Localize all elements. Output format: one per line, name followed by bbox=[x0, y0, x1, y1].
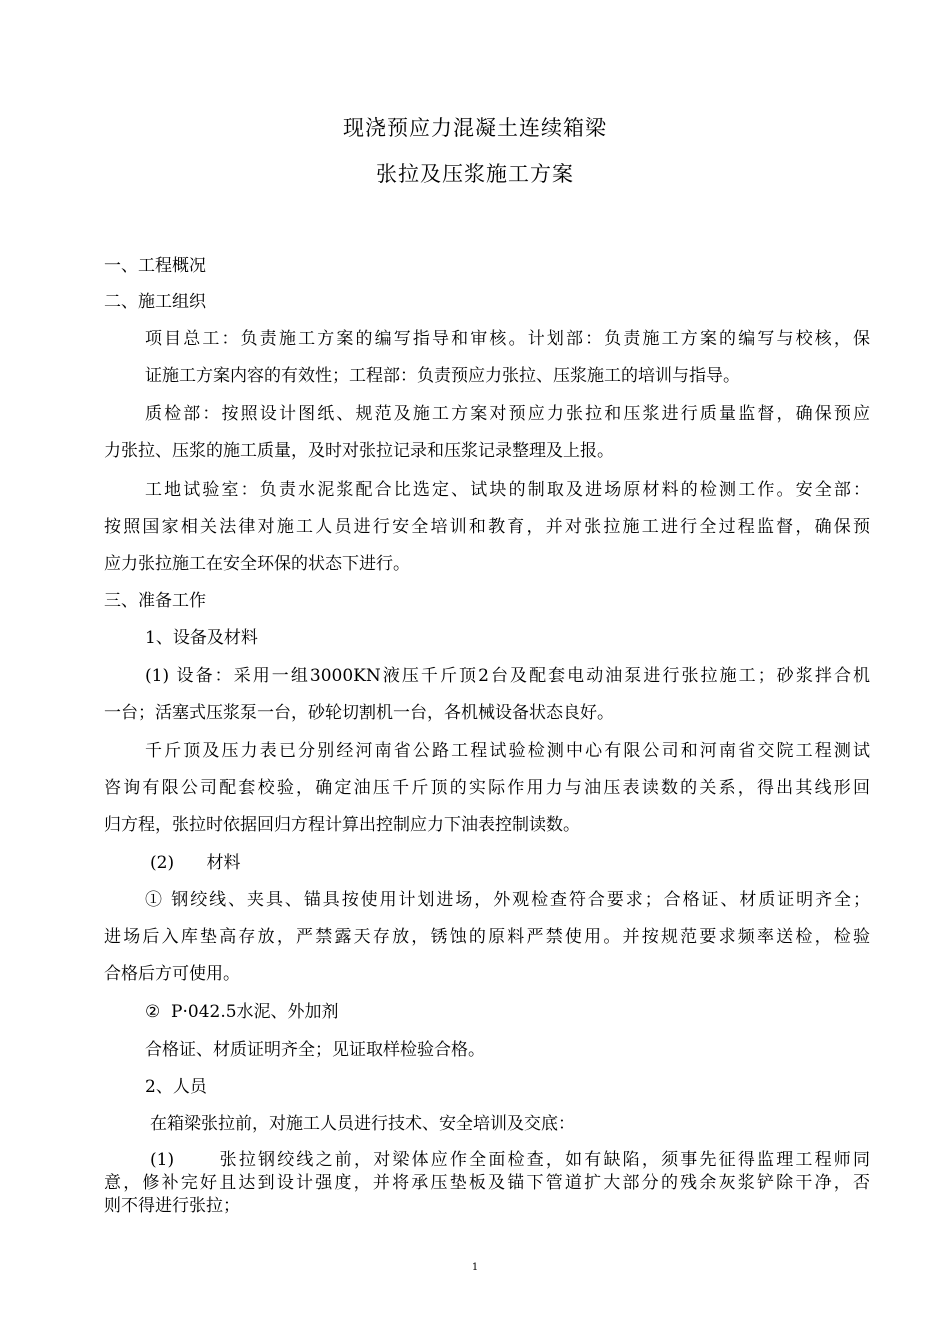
paragraph-line: 则不得进行张拉； bbox=[104, 1196, 240, 1216]
title-line-1: 现浇预应力混凝土连续箱梁 bbox=[343, 116, 607, 140]
paragraph-line: 一台；活塞式压浆泵一台，砂轮切割机一台，各机械设备状态良好。 bbox=[104, 703, 614, 723]
paragraph-line: 咨询有限公司配套校验，确定油压千斤顶的实际作用力与油压表读数的关系，得出其线形回 bbox=[104, 778, 870, 798]
paragraph-line: 证施工方案内容的有效性；工程部：负责预应力张拉、压浆施工的培训与指导。 bbox=[145, 366, 740, 386]
heading-3: 三、准备工作 bbox=[104, 591, 206, 611]
paragraph-line: 应力张拉施工在安全环保的状态下进行。 bbox=[104, 554, 410, 574]
paragraph-line: ② P·042.5水泥、外加剂 bbox=[145, 1002, 339, 1022]
paragraph-line: 工地试验室：负责水泥浆配合比选定、试块的制取及进场原材料的检测工作。安全部： bbox=[145, 480, 870, 500]
heading-1: 一、工程概况 bbox=[104, 256, 206, 276]
paragraph-line: 质检部：按照设计图纸、规范及施工方案对预应力张拉和压浆进行质量监督，确保预应 bbox=[145, 404, 870, 424]
paragraph-line: 合格证、材质证明齐全；见证取样检验合格。 bbox=[145, 1040, 485, 1060]
heading-2: 二、施工组织 bbox=[104, 292, 206, 312]
subheading: (2) 材料 bbox=[150, 853, 241, 873]
paragraph-line: 力张拉、压浆的施工质量，及时对张拉记录和压浆记录整理及上报。 bbox=[104, 441, 614, 461]
subheading: 1、设备及材料 bbox=[145, 628, 258, 648]
subheading: 2、人员 bbox=[145, 1077, 207, 1097]
paragraph-line: 归方程，张拉时依据回归方程计算出控制应力下油表控制读数。 bbox=[104, 815, 580, 835]
paragraph-line: (1) 设备：采用一组3000KN液压千斤顶2台及配套电动油泵进行张拉施工；砂浆拌合机 bbox=[145, 666, 870, 686]
paragraph-line: 进场后入库垫高存放，严禁露天存放，锈蚀的原料严禁使用。并按规范要求频率送检，检验 bbox=[104, 927, 870, 947]
paragraph-line: 千斤顶及压力表已分别经河南省公路工程试验检测中心有限公司和河南省交院工程测试 bbox=[145, 741, 870, 761]
paragraph-line: 合格后方可使用。 bbox=[104, 964, 240, 984]
paragraph-line: 项目总工：负责施工方案的编写指导和审核。计划部：负责施工方案的编写与校核，保 bbox=[145, 329, 870, 349]
paragraph-line: (1) 张拉钢绞线之前，对梁体应作全面检查，如有缺陷，须事先征得监理工程师同 bbox=[150, 1150, 870, 1170]
page-number: 1 bbox=[471, 1262, 479, 1273]
paragraph-line: 在箱梁张拉前，对施工人员进行技术、安全培训及交底： bbox=[150, 1114, 575, 1134]
paragraph-line: 意，修补完好且达到设计强度，并将承压垫板及锚下管道扩大部分的残余灰浆铲除干净，否 bbox=[104, 1173, 870, 1193]
paragraph-line: ① 钢绞线、夹具、锚具按使用计划进场，外观检查符合要求；合格证、材质证明齐全； bbox=[145, 890, 870, 910]
paragraph-line: 按照国家相关法律对施工人员进行安全培训和教育，并对张拉施工进行全过程监督，确保预 bbox=[104, 517, 870, 537]
title-line-2: 张拉及压浆施工方案 bbox=[376, 162, 574, 186]
